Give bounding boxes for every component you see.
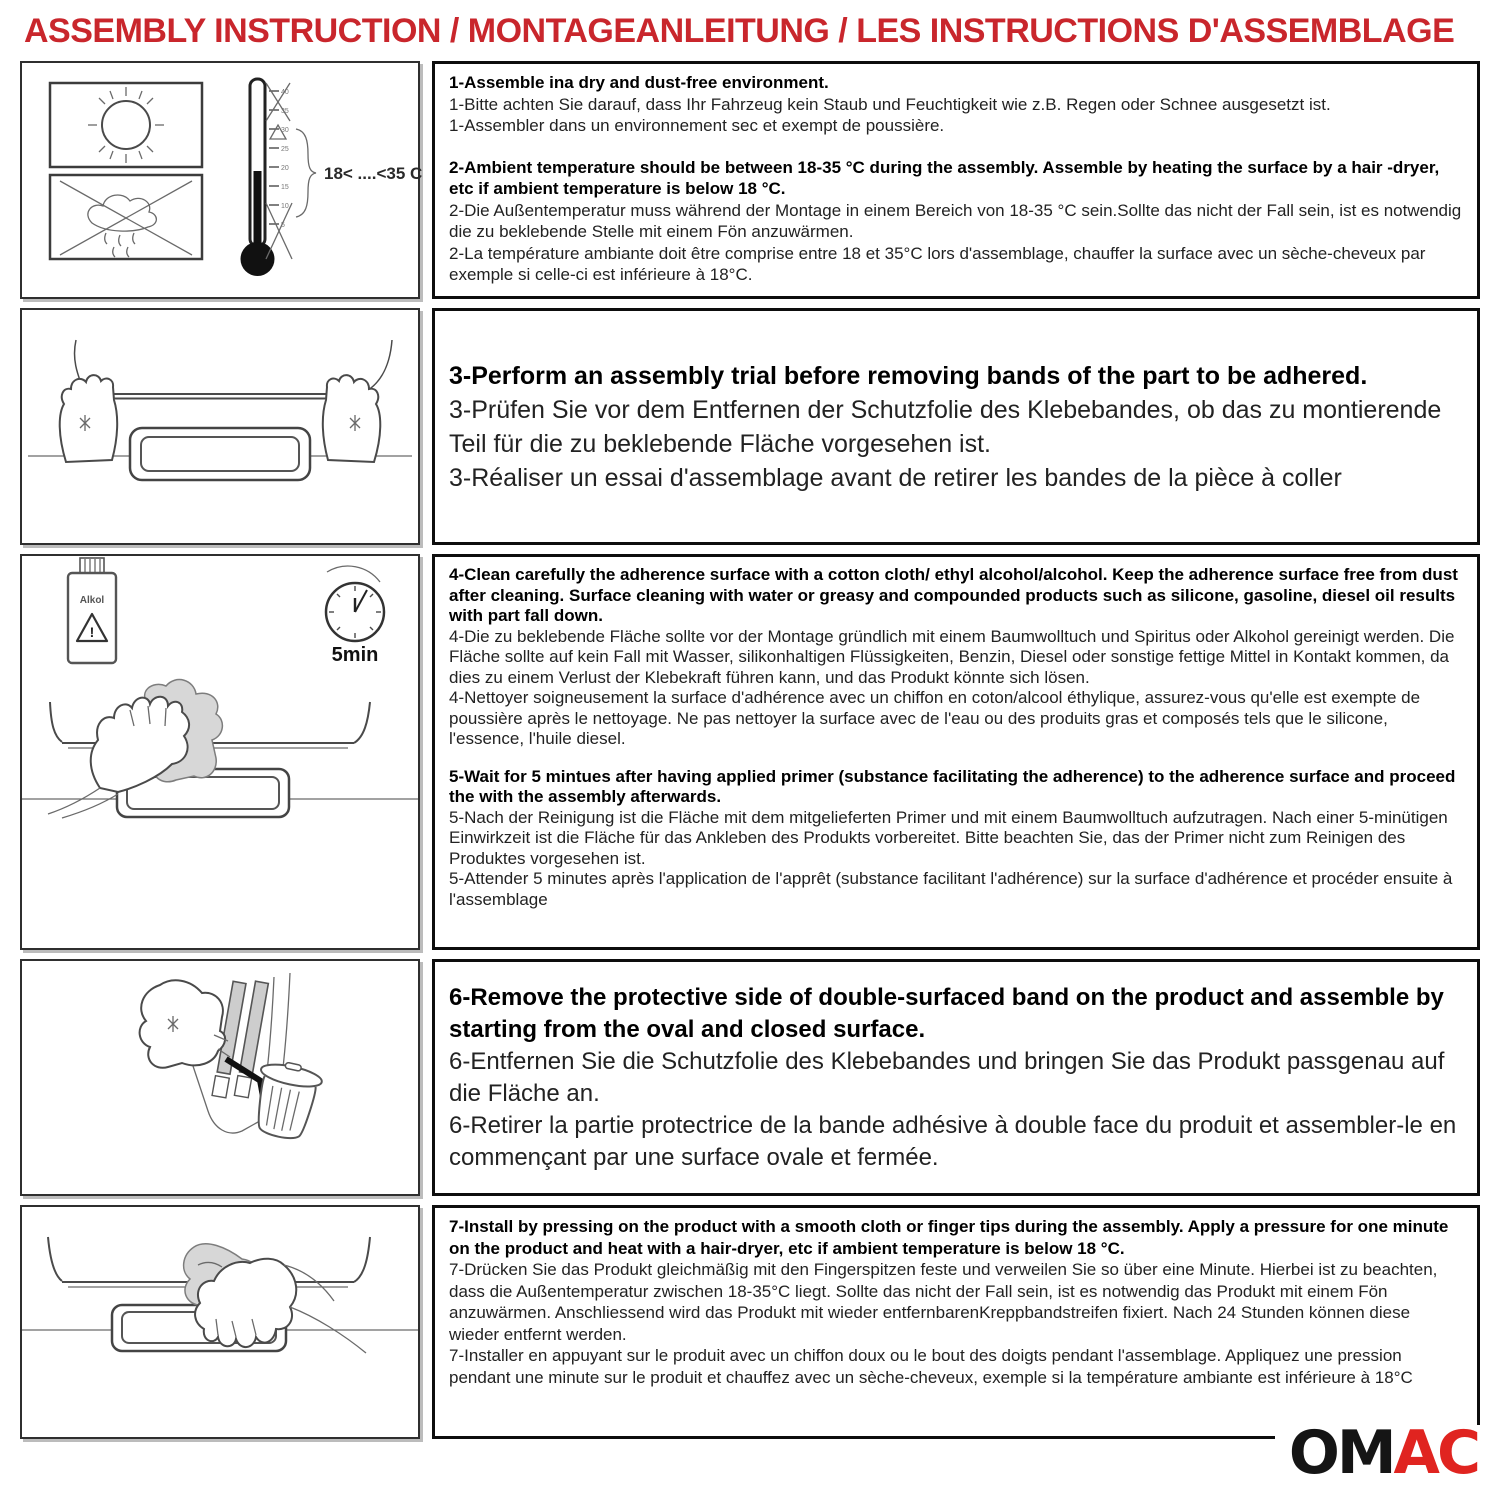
step-6-de: 6-Entfernen Sie die Schutzfolie des Klebebandes und bringen Sie das Produkt passgenau auf die Fläche an. [449,1047,1445,1107]
step-3-fr: 3-Réaliser un essai d'assemblage avant de retirer les bandes de la pièce à coller [449,463,1342,492]
omac-logo-black: OM [1288,1418,1394,1488]
no-rain-icon [50,175,202,259]
left-hand-icon [60,375,117,462]
step-5-en: 5-Wait for 5 mintues after having applied primer (substance facilitating the adherence) to the adherence surface and proceed the with the assembly afterwards. [449,766,1456,806]
bottle-label: Alkol [79,595,105,606]
step-2-fr: 2-La température ambiante doit être comprise entre 18 et 35°C lors d'assemblage, chauffer la surface avec un sèche-cheveux par exemple si celle-ci est inférieure à 18°C. [449,243,1426,284]
row-step-4-5 [20,554,1480,950]
textbox-step-7 [432,1205,1480,1488]
band-removal-illustration [20,959,420,1196]
omac-logo [1275,1418,1480,1488]
step-3-en: 3-Perform an assembly trial before removing bands of the part to be adhered. [449,361,1368,390]
svg-text:25: 25 [281,146,289,153]
step-5-de: 5-Nach der Reinigung ist die Fläche mit dem mitgelieferten Primer und mit einem Baumwolltuch aufzutragen. Nach einer 5-minütigen Einwirkzeit ist die Fläche für das Ankleben des Produkts vorbereitet. Bitte beachten Sie, das der Primer nicht zum Reinigen des Produktes vorgesehen ist. [449,807,1448,868]
dry-environment-illustration [20,61,423,299]
textbox-step-4-5 [432,554,1480,950]
svg-text:10: 10 [281,203,289,210]
row-step-7 [20,1205,1480,1488]
step-1-de: 1-Bitte achten Sie darauf, dass Ihr Fahrzeug kein Staub und Feuchtigkeit wie z.B. Regen oder Schnee ausgesetzt ist. [449,94,1331,114]
step-4-en: 4-Clean carefully the adherence surface with a cotton cloth/ ethyl alcohol/alcohol. Keep the adherence surface free from dust after cleaning. Surface cleaning with water or greasy and compounded products such as silicone, gasoline, diesel oil results with part fall down. [449,565,1458,625]
trim-panel [130,428,310,480]
step-2-en: 2-Ambient temperature should be between 18-35 °C during the assembly. Assemble by heating the surface by a hair -dryer, etc if ambient temperature is below 18 °C. [449,157,1440,198]
textbox-step-3 [432,308,1480,545]
svg-text:!: ! [89,624,95,640]
row-step-3 [20,308,1480,545]
peeling-hand-icon [140,980,230,1067]
omac-logo-red: AC [1393,1418,1478,1488]
textbox-step-1-2 [432,61,1480,299]
svg-text:15: 15 [281,184,289,191]
clock-label: 5min [331,644,379,666]
cleaning-illustration [20,554,420,950]
row-step-6 [20,959,1480,1196]
svg-text:20: 20 [281,165,289,172]
step-1-fr: 1-Assembler dans un environnement sec et exempt de poussière. [449,116,945,135]
svg-text:35: 35 [281,108,289,115]
step-5-fr: 5-Attender 5 minutes après l'application de l'apprêt (substance facilitant l'adhérence) sur la surface d'adhérence et procéder ensuite à l'assemblage [449,869,1453,909]
textbox-step-6 [432,959,1480,1196]
pressing-illustration [20,1205,420,1439]
right-hand-icon [323,375,380,462]
step-7-de: 7-Drücken Sie das Produkt gleichmäßig mit den Fingerspitzen feste und verweilen Sie so über eine Minute. Hierbei ist zu beachten, dass die Außentemperatur zwischen 18-35°C liegt. Sollte das nicht der Fall sein, ist es notwendig das Produkt mit einem Fön anzuwärmen. Anschliessend wird das Produkt mit wieder entfernbarenKreppbandstreifen fixiert. Nach 24 Stunden können diese wieder entfernt werden. [449,1260,1438,1344]
sun-icon [50,83,202,167]
assembly-trial-illustration [20,308,420,545]
step-1-en: 1-Assemble ina dry and dust-free environment. [449,73,829,92]
step-4-de: 4-Die zu beklebende Fläche sollte vor der Montage gründlich mit einem Baumwolltuch und Spiritus oder Alkohol gereinigt werden. Die Fläche sollte auf kein Fall mit Wasser, silikonhaltigen Flüssigkeiten, Benzin, Diesel oder sonstige fettige Mittel in Kontakt kommen, da dies zu einem Verlust der Klebekraft führen kann, und das Produkt könnte sich lösen. [449,626,1455,687]
step-7-fr: 7-Installer en appuyant sur le produit avec un chiffon doux ou le bout des doigts pendant l'assemblage. Appliquez une pression pendant une minute sur le produit et chauffez avec un sèche-cheveux, exemple si la température ambiante est inférieure à 18°C [449,1346,1413,1387]
thermometer-icon [241,79,423,276]
page-title: ASSEMBLY INSTRUCTION / MONTAGEANLEITUNG / LES INSTRUCTIONS D'ASSEMBLAGE [24,12,1455,50]
step-6-fr: 6-Retirer la partie protectrice de la bande adhésive à double face du produit et assembler-le en commençant par une surface ovale et fermée. [449,1111,1457,1171]
svg-text:40: 40 [281,89,289,96]
step-7-en: 7-Install by pressing on the product with a smooth cloth or finger tips during the assembly. Apply a pressure for one minute on the product and heat with a hair-dryer, etc if ambient temperature is below 18 °C. [449,1217,1449,1258]
row-step-1-2 [20,61,1480,299]
temperature-range-label: 18< ....<35 C [324,164,423,183]
svg-text:30: 30 [281,127,289,134]
step-4-fr: 4-Nettoyer soigneusement la surface d'adhérence avec un chiffon en coton/alcool éthylique, assurez-vous qu'elle est exempte de poussière après le nettoyage. Ne pas nettoyer la surface avec de l'eau ou des produits gras et composés tels que le silicone, l'essence, l'huile diesel. [449,688,1421,748]
step-3-de: 3-Prüfen Sie vor dem Entfernen der Schutzfolie des Klebebandes, ob das zu montierende Teil für die zu beklebende Fläche vorgesehen ist. [449,395,1442,458]
step-2-de: 2-Die Außentemperatur muss während der Montage in einem Bereich von 18-35 °C sein.Sollte das nicht der Fall sein, ist es notwendig die zu beklebende Stelle mit einem Fön anzuwärmen. [449,200,1462,241]
clock-icon [326,566,384,666]
step-6-en: 6-Remove the protective side of double-surfaced band on the product and assemble by starting from the oval and closed surface. [449,983,1444,1043]
trash-can-icon [248,1057,324,1143]
alcohol-bottle-icon [68,558,116,663]
svg-text:5: 5 [281,222,285,229]
